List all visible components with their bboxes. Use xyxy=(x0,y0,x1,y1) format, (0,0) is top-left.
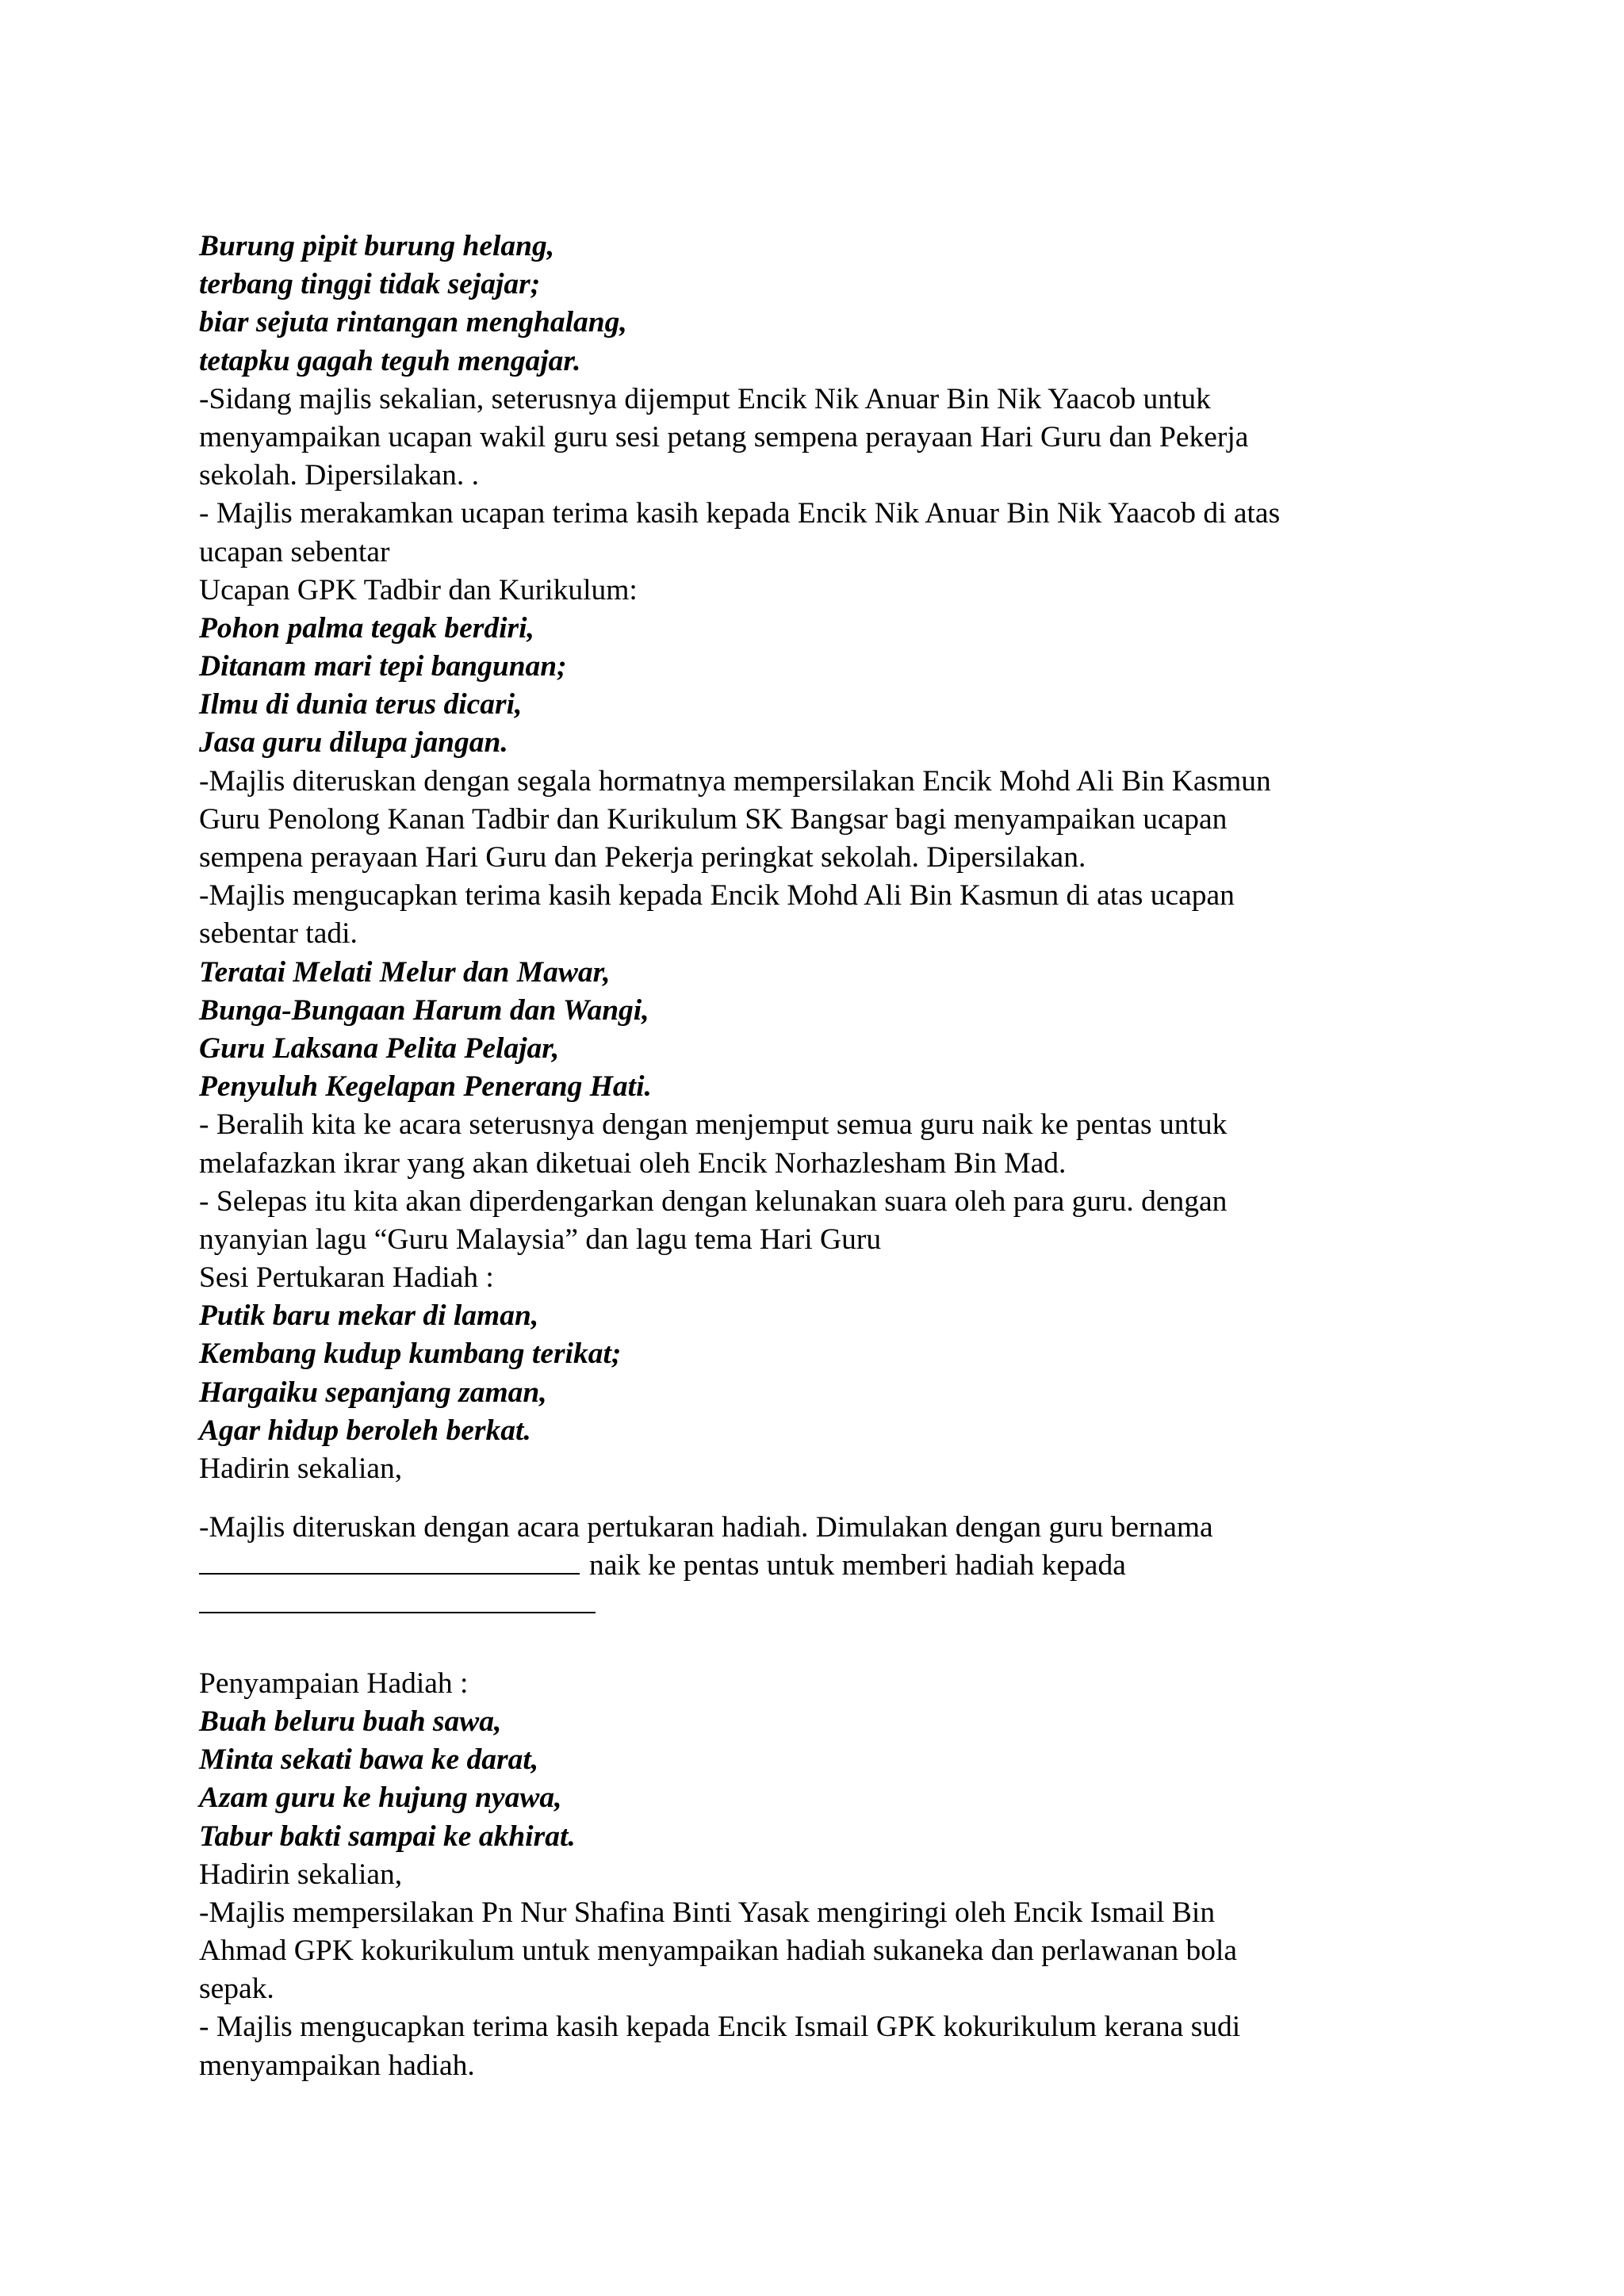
fill-in-line xyxy=(199,1547,1436,1585)
fill-in-line xyxy=(199,1586,1436,1624)
text-line: -Sidang majlis sekalian, seterusnya dijemput Encik Nik Anuar Bin Nik Yaacob untuk xyxy=(199,382,1211,415)
pantun-line: Jasa guru dilupa jangan. xyxy=(199,726,508,760)
section-heading: Penyampaian Hadiah : xyxy=(199,1667,469,1700)
text-line: Hadirin sekalian, xyxy=(199,1858,403,1891)
pantun-line: Kembang kudup kumbang terikat; xyxy=(199,1337,622,1371)
text-line: -Majlis mengucapkan terima kasih kepada Encik Mohd Ali Bin Kasmun di atas ucapan xyxy=(199,879,1235,913)
text-line: sebentar tadi. xyxy=(199,917,358,951)
text-line: Ahmad GPK kokurikulum untuk menyampaikan hadiah sukaneka dan perlawanan bola xyxy=(199,1934,1238,1968)
fill-in-blank[interactable] xyxy=(199,1588,596,1613)
pantun-line: Tabur bakti sampai ke akhirat. xyxy=(199,1820,576,1853)
text-line: menyampaikan hadiah. xyxy=(199,2049,475,2082)
pantun-line: Azam guru ke hujung nyawa, xyxy=(199,1781,562,1815)
section-heading: Ucapan GPK Tadbir dan Kurikulum: xyxy=(199,573,638,607)
pantun-line: Penyuluh Kegelapan Penerang Hati. xyxy=(199,1070,652,1104)
document-page xyxy=(199,228,1436,2085)
pantun-line: Burung pipit burung helang, xyxy=(199,230,555,262)
pantun-line: Ditanam mari tepi bangunan; xyxy=(199,650,567,683)
text-line: -Majlis diteruskan dengan segala hormatnya mempersilakan Encik Mohd Ali Bin Kasmun xyxy=(199,764,1271,798)
pantun-line: biar sejuta rintangan menghalang, xyxy=(199,306,627,339)
pantun-line: Agar hidup beroleh berkat. xyxy=(199,1414,531,1447)
text-line: - Majlis mengucapkan terima kasih kepada Encik Ismail GPK kokurikulum kerana sudi xyxy=(199,2011,1241,2044)
pantun-line: Bunga-Bungaan Harum dan Wangi, xyxy=(199,993,649,1027)
text-line: nyanyian lagu “Guru Malaysia” dan lagu tema Hari Guru xyxy=(199,1223,882,1256)
text-line: -Majlis mempersilakan Pn Nur Shafina Binti Yasak mengiringi oleh Encik Ismail Bin xyxy=(199,1896,1216,1929)
pantun-line: terbang tinggi tidak sejajar; xyxy=(199,268,541,301)
text-line: sempena perayaan Hari Guru dan Pekerja peringkat sekolah. Dipersilakan. xyxy=(199,841,1086,874)
text-line: sekolah. Dipersilakan. . xyxy=(199,459,480,492)
text-line: - Beralih kita ke acara seterusnya dengan menjemput semua guru naik ke pentas untuk xyxy=(199,1108,1228,1142)
paragraph-gap xyxy=(199,1624,1436,1665)
text-line: - Selepas itu kita akan diperdengarkan dengan kelunakan suara oleh para guru. dengan xyxy=(199,1184,1228,1218)
text-line: sepak. xyxy=(199,1973,274,2006)
pantun-line: Minta sekati bawa ke darat, xyxy=(199,1743,539,1777)
pantun-line: tetapku gagah teguh mengajar. xyxy=(199,344,581,377)
pantun-line: Guru Laksana Pelita Pelajar, xyxy=(199,1031,560,1065)
section-heading: Sesi Pertukaran Hadiah : xyxy=(199,1261,494,1295)
text-line: -Majlis diteruskan dengan acara pertukaran hadiah. Dimulakan dengan guru bernama xyxy=(199,1511,1213,1544)
text-line: Guru Penolong Kanan Tadbir dan Kurikulum SK Bangsar bagi menyampaikan ucapan xyxy=(199,802,1228,836)
pantun-line: Ilmu di dunia terus dicari, xyxy=(199,688,523,721)
fill-in-blank[interactable] xyxy=(199,1549,580,1575)
pantun-line: Putik baru mekar di laman, xyxy=(199,1299,539,1333)
text-line: ucapan sebentar xyxy=(199,535,390,568)
pantun-line: Pohon palma tegak berdiri, xyxy=(199,611,534,645)
text-line: - Majlis merakamkan ucapan terima kasih kepada Encik Nik Anuar Bin Nik Yaacob di atas xyxy=(199,497,1281,530)
pantun-line: Hargaiku sepanjang zaman, xyxy=(199,1376,547,1409)
text-line: Hadirin sekalian, xyxy=(199,1452,403,1485)
pantun-line: Teratai Melati Melur dan Mawar, xyxy=(199,955,611,989)
paragraph-gap xyxy=(199,1488,1436,1509)
text-line: naik ke pentas untuk memberi hadiah kepada xyxy=(589,1549,1126,1582)
pantun-line: Buah beluru buah sawa, xyxy=(199,1705,502,1738)
text-line: menyampaikan ucapan wakil guru sesi petang sempena perayaan Hari Guru dan Pekerja xyxy=(199,420,1249,453)
text-line: melafazkan ikrar yang akan diketuai oleh Encik Norhazlesham Bin Mad. xyxy=(199,1146,1067,1180)
